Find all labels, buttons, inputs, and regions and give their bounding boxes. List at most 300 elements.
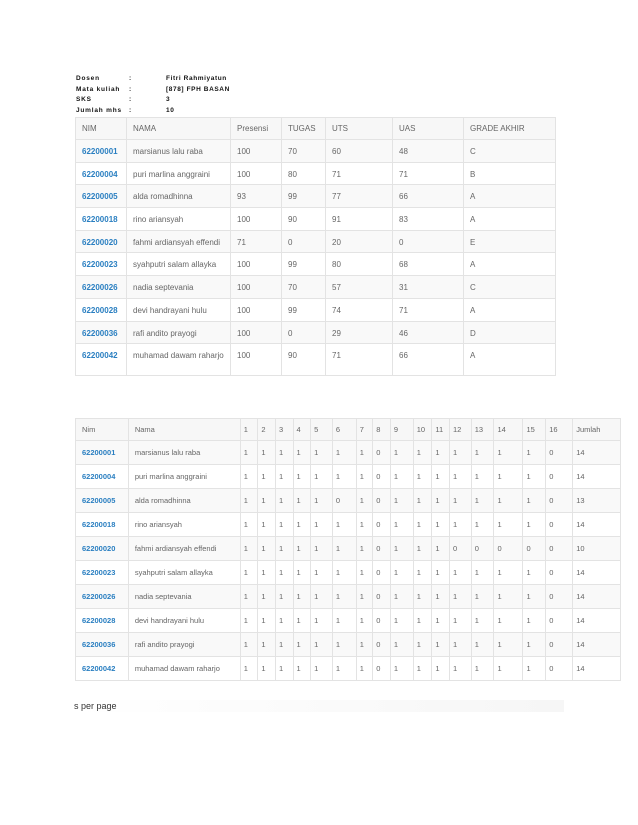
attendance-cell: 1 bbox=[413, 633, 432, 657]
attendance-cell: 1 bbox=[432, 441, 450, 465]
attendance-cell: 1 bbox=[432, 513, 450, 537]
attendance-cell: fahmi ardiansyah effendi bbox=[128, 537, 240, 561]
attendance-cell: 1 bbox=[494, 465, 523, 489]
attendance-header-cell[interactable]: 14 bbox=[494, 419, 523, 441]
attendance-header-cell[interactable]: 1 bbox=[240, 419, 258, 441]
attendance-cell: 1 bbox=[275, 585, 293, 609]
attendance-cell: 0 bbox=[546, 537, 573, 561]
attendance-cell: rino ariansyah bbox=[128, 513, 240, 537]
attendance-cell: 1 bbox=[494, 441, 523, 465]
attendance-cell: 1 bbox=[332, 465, 356, 489]
nim-link[interactable]: 62200042 bbox=[76, 657, 129, 681]
attendance-cell: 0 bbox=[546, 489, 573, 513]
attendance-cell: 0 bbox=[373, 633, 391, 657]
attendance-cell: syahputri salam allayka bbox=[128, 561, 240, 585]
attendance-cell: 1 bbox=[523, 609, 546, 633]
attendance-cell: 14 bbox=[573, 465, 621, 489]
attendance-cell: 1 bbox=[390, 585, 413, 609]
attendance-row bbox=[76, 561, 621, 585]
per-page-selector[interactable] bbox=[74, 700, 564, 712]
attendance-cell: 1 bbox=[240, 441, 258, 465]
attendance-row bbox=[76, 465, 621, 489]
attendance-cell: 1 bbox=[449, 441, 471, 465]
grades-cell: 80 bbox=[282, 162, 326, 185]
nim-link[interactable]: 62200026 bbox=[76, 585, 129, 609]
attendance-cell: 1 bbox=[332, 561, 356, 585]
attendance-cell: 1 bbox=[356, 585, 373, 609]
info-label: Dosen bbox=[76, 75, 100, 82]
attendance-cell: 1 bbox=[449, 657, 471, 681]
info-separator: : bbox=[129, 85, 132, 93]
info-label: Jumlah mhs bbox=[76, 106, 122, 114]
attendance-cell: 1 bbox=[471, 657, 494, 681]
grades-cell: 60 bbox=[326, 140, 393, 163]
attendance-cell: 1 bbox=[449, 585, 471, 609]
attendance-cell: 1 bbox=[275, 633, 293, 657]
attendance-cell: 1 bbox=[523, 489, 546, 513]
attendance-cell: 1 bbox=[413, 489, 432, 513]
grades-header-cell[interactable]: TUGAS bbox=[282, 118, 326, 140]
grades-header-row bbox=[76, 118, 556, 140]
attendance-cell: 1 bbox=[432, 633, 450, 657]
attendance-header-cell[interactable]: 16 bbox=[546, 419, 573, 441]
attendance-cell: 1 bbox=[293, 585, 311, 609]
attendance-cell: devi handrayani hulu bbox=[128, 609, 240, 633]
attendance-header-cell[interactable]: 15 bbox=[523, 419, 546, 441]
nim-link[interactable]: 62200028 bbox=[76, 609, 129, 633]
attendance-cell: 0 bbox=[546, 633, 573, 657]
grades-cell: 57 bbox=[326, 276, 393, 299]
attendance-header-cell[interactable]: 9 bbox=[390, 419, 413, 441]
attendance-cell: 0 bbox=[471, 537, 494, 561]
attendance-cell: 1 bbox=[240, 657, 258, 681]
attendance-cell: 1 bbox=[356, 465, 373, 489]
nim-link[interactable]: 62200036 bbox=[76, 633, 129, 657]
attendance-cell: 1 bbox=[390, 465, 413, 489]
attendance-cell: 1 bbox=[523, 465, 546, 489]
attendance-cell: 14 bbox=[573, 513, 621, 537]
grades-cell: 77 bbox=[326, 185, 393, 208]
attendance-cell: 1 bbox=[449, 633, 471, 657]
attendance-cell: 1 bbox=[293, 561, 311, 585]
attendance-cell: rafi andito prayogi bbox=[128, 633, 240, 657]
attendance-cell: 1 bbox=[471, 513, 494, 537]
attendance-cell: 0 bbox=[546, 465, 573, 489]
attendance-cell: 1 bbox=[293, 465, 311, 489]
attendance-cell: 1 bbox=[390, 513, 413, 537]
attendance-table bbox=[75, 418, 621, 681]
attendance-cell: 1 bbox=[449, 561, 471, 585]
attendance-cell: 1 bbox=[413, 537, 432, 561]
attendance-cell: 1 bbox=[390, 633, 413, 657]
attendance-header-cell[interactable]: 12 bbox=[449, 419, 471, 441]
attendance-cell: 1 bbox=[293, 633, 311, 657]
attendance-cell: 10 bbox=[573, 537, 621, 561]
grades-row bbox=[76, 321, 556, 344]
nim-link[interactable]: 62200028 bbox=[76, 298, 127, 321]
grades-cell: 70 bbox=[282, 276, 326, 299]
nim-link[interactable]: 62200026 bbox=[76, 276, 127, 299]
nim-link[interactable]: 62200020 bbox=[76, 537, 129, 561]
attendance-cell: 1 bbox=[311, 465, 333, 489]
per-page-label: s per page bbox=[74, 701, 117, 711]
attendance-cell: 0 bbox=[373, 585, 391, 609]
attendance-cell: 1 bbox=[275, 441, 293, 465]
attendance-header-cell[interactable]: 5 bbox=[311, 419, 333, 441]
attendance-cell: 0 bbox=[494, 537, 523, 561]
grades-header-cell[interactable]: UTS bbox=[326, 118, 393, 140]
attendance-cell: 0 bbox=[546, 585, 573, 609]
attendance-cell: 1 bbox=[356, 441, 373, 465]
attendance-cell: 1 bbox=[449, 609, 471, 633]
attendance-cell: 1 bbox=[494, 657, 523, 681]
attendance-header-cell[interactable]: Nama bbox=[128, 419, 240, 441]
attendance-cell: 1 bbox=[356, 513, 373, 537]
attendance-cell: 1 bbox=[258, 537, 276, 561]
attendance-cell: 1 bbox=[413, 465, 432, 489]
attendance-cell: 0 bbox=[546, 657, 573, 681]
attendance-cell: 1 bbox=[332, 633, 356, 657]
attendance-cell: 1 bbox=[471, 489, 494, 513]
attendance-cell: 1 bbox=[293, 513, 311, 537]
attendance-cell: 14 bbox=[573, 609, 621, 633]
grades-cell: alda romadhinna bbox=[127, 185, 231, 208]
info-value: 10 bbox=[166, 106, 175, 114]
attendance-cell: 1 bbox=[356, 633, 373, 657]
grades-body bbox=[76, 140, 556, 376]
attendance-cell: 1 bbox=[471, 585, 494, 609]
attendance-row bbox=[76, 513, 621, 537]
info-label: Mata kuliah bbox=[76, 85, 121, 93]
info-value: Fitri Rahmiyatun bbox=[166, 75, 227, 82]
attendance-cell: 1 bbox=[258, 441, 276, 465]
attendance-cell: 1 bbox=[332, 657, 356, 681]
grades-cell: marsianus lalu raba bbox=[127, 140, 231, 163]
grades-cell: 93 bbox=[231, 185, 282, 208]
attendance-row bbox=[76, 537, 621, 561]
nim-link[interactable]: 62200023 bbox=[76, 253, 127, 276]
attendance-header-cell[interactable]: 4 bbox=[293, 419, 311, 441]
attendance-cell: 1 bbox=[413, 513, 432, 537]
attendance-cell: 1 bbox=[240, 513, 258, 537]
attendance-cell: 1 bbox=[413, 561, 432, 585]
grades-cell: muhamad dawam raharjo bbox=[127, 344, 231, 376]
attendance-cell: 1 bbox=[275, 489, 293, 513]
attendance-cell: 1 bbox=[275, 657, 293, 681]
attendance-cell: 1 bbox=[390, 657, 413, 681]
grades-cell: 71 bbox=[326, 344, 393, 376]
attendance-cell: 1 bbox=[356, 537, 373, 561]
attendance-cell: 1 bbox=[275, 537, 293, 561]
attendance-cell: 0 bbox=[546, 561, 573, 585]
nim-link[interactable]: 62200001 bbox=[76, 441, 129, 465]
nim-link[interactable]: 62200018 bbox=[76, 513, 129, 537]
nim-link[interactable]: 62200018 bbox=[76, 208, 127, 231]
grades-cell: C bbox=[464, 140, 556, 163]
attendance-cell: 0 bbox=[373, 513, 391, 537]
attendance-cell: 1 bbox=[311, 585, 333, 609]
attendance-cell: 0 bbox=[373, 465, 391, 489]
attendance-cell: 1 bbox=[413, 657, 432, 681]
grades-cell: 100 bbox=[231, 253, 282, 276]
attendance-cell: 1 bbox=[311, 441, 333, 465]
nim-link[interactable]: 62200005 bbox=[76, 489, 129, 513]
attendance-cell: 1 bbox=[413, 609, 432, 633]
attendance-cell: 1 bbox=[413, 585, 432, 609]
grades-cell: 66 bbox=[393, 185, 464, 208]
grades-cell: A bbox=[464, 253, 556, 276]
grades-cell: 100 bbox=[231, 162, 282, 185]
attendance-cell: 0 bbox=[546, 513, 573, 537]
info-separator: : bbox=[129, 106, 132, 114]
attendance-cell: 1 bbox=[432, 585, 450, 609]
attendance-header-cell[interactable]: Nim bbox=[76, 419, 129, 441]
attendance-header-cell[interactable]: 11 bbox=[432, 419, 450, 441]
attendance-cell: 1 bbox=[332, 513, 356, 537]
grades-cell: 100 bbox=[231, 140, 282, 163]
attendance-cell: 1 bbox=[258, 633, 276, 657]
attendance-cell: 1 bbox=[293, 657, 311, 681]
grades-cell: rino ariansyah bbox=[127, 208, 231, 231]
nim-link[interactable]: 62200020 bbox=[76, 230, 127, 253]
attendance-cell: 1 bbox=[332, 441, 356, 465]
attendance-cell: 1 bbox=[494, 489, 523, 513]
attendance-header-cell[interactable]: 3 bbox=[275, 419, 293, 441]
attendance-cell: 1 bbox=[258, 609, 276, 633]
attendance-cell: 1 bbox=[432, 465, 450, 489]
attendance-header-cell[interactable]: 13 bbox=[471, 419, 494, 441]
grades-header-cell[interactable]: NIM bbox=[76, 118, 127, 140]
nim-link[interactable]: 62200004 bbox=[76, 162, 127, 185]
info-row bbox=[76, 74, 230, 85]
attendance-cell: 1 bbox=[523, 441, 546, 465]
info-row bbox=[76, 106, 230, 117]
grades-cell: 66 bbox=[393, 344, 464, 376]
attendance-row bbox=[76, 585, 621, 609]
attendance-cell: 1 bbox=[432, 561, 450, 585]
grades-cell: C bbox=[464, 276, 556, 299]
grades-cell: syahputri salam allayka bbox=[127, 253, 231, 276]
info-separator: : bbox=[129, 75, 132, 82]
grades-row bbox=[76, 344, 556, 376]
attendance-cell: 1 bbox=[471, 465, 494, 489]
nim-link[interactable]: 62200023 bbox=[76, 561, 129, 585]
attendance-cell: 1 bbox=[523, 585, 546, 609]
attendance-cell: puri marlina anggraini bbox=[128, 465, 240, 489]
course-info bbox=[76, 74, 230, 116]
attendance-cell: 1 bbox=[449, 465, 471, 489]
nim-link[interactable]: 62200004 bbox=[76, 465, 129, 489]
attendance-header-row bbox=[76, 419, 621, 441]
attendance-cell: 1 bbox=[240, 633, 258, 657]
attendance-cell: 1 bbox=[390, 561, 413, 585]
attendance-cell: 1 bbox=[258, 657, 276, 681]
attendance-cell: 14 bbox=[573, 561, 621, 585]
attendance-cell: 1 bbox=[471, 441, 494, 465]
grades-cell: 100 bbox=[231, 276, 282, 299]
grades-header-cell[interactable]: UAS bbox=[393, 118, 464, 140]
grades-cell: 31 bbox=[393, 276, 464, 299]
attendance-cell: 1 bbox=[258, 585, 276, 609]
grades-cell: 71 bbox=[231, 230, 282, 253]
attendance-cell: 1 bbox=[293, 609, 311, 633]
attendance-cell: 1 bbox=[432, 489, 450, 513]
attendance-cell: 0 bbox=[373, 441, 391, 465]
attendance-cell: 1 bbox=[258, 489, 276, 513]
attendance-cell: 1 bbox=[449, 489, 471, 513]
attendance-cell: 0 bbox=[546, 609, 573, 633]
nim-link[interactable]: 62200005 bbox=[76, 185, 127, 208]
attendance-row bbox=[76, 609, 621, 633]
attendance-cell: 0 bbox=[449, 537, 471, 561]
attendance-cell: 1 bbox=[240, 585, 258, 609]
grades-cell: 80 bbox=[326, 253, 393, 276]
attendance-cell: 14 bbox=[573, 657, 621, 681]
attendance-cell: 0 bbox=[332, 489, 356, 513]
attendance-cell: 1 bbox=[523, 561, 546, 585]
attendance-cell: 1 bbox=[258, 465, 276, 489]
attendance-cell: 1 bbox=[523, 657, 546, 681]
nim-link[interactable]: 62200001 bbox=[76, 140, 127, 163]
attendance-cell: 1 bbox=[293, 537, 311, 561]
attendance-cell: 1 bbox=[311, 657, 333, 681]
attendance-header-cell[interactable]: 8 bbox=[373, 419, 391, 441]
grades-row bbox=[76, 230, 556, 253]
attendance-header-cell[interactable]: 6 bbox=[332, 419, 356, 441]
attendance-cell: 1 bbox=[523, 513, 546, 537]
attendance-header-cell[interactable]: 10 bbox=[413, 419, 432, 441]
grades-row bbox=[76, 298, 556, 321]
attendance-cell: muhamad dawam raharjo bbox=[128, 657, 240, 681]
attendance-cell: 1 bbox=[390, 489, 413, 513]
grades-row bbox=[76, 253, 556, 276]
grades-cell: 99 bbox=[282, 185, 326, 208]
attendance-cell: 1 bbox=[311, 513, 333, 537]
attendance-row bbox=[76, 657, 621, 681]
grades-cell: A bbox=[464, 185, 556, 208]
grades-cell: 91 bbox=[326, 208, 393, 231]
attendance-cell: 1 bbox=[432, 657, 450, 681]
grades-cell: E bbox=[464, 230, 556, 253]
grades-cell: 29 bbox=[326, 321, 393, 344]
attendance-cell: 1 bbox=[258, 513, 276, 537]
info-row bbox=[76, 95, 230, 106]
info-label: SKS bbox=[76, 96, 92, 104]
grades-cell: A bbox=[464, 208, 556, 231]
grades-cell: 70 bbox=[282, 140, 326, 163]
grades-cell: A bbox=[464, 344, 556, 376]
attendance-header-cell[interactable]: 2 bbox=[258, 419, 276, 441]
grades-cell: 71 bbox=[326, 162, 393, 185]
grades-header-cell[interactable]: NAMA bbox=[127, 118, 231, 140]
grades-cell: 0 bbox=[393, 230, 464, 253]
attendance-cell: 1 bbox=[432, 537, 450, 561]
attendance-cell: alda romadhinna bbox=[128, 489, 240, 513]
info-value: 3 bbox=[166, 96, 171, 104]
attendance-body bbox=[76, 441, 621, 681]
grades-table bbox=[75, 117, 556, 376]
grades-cell: A bbox=[464, 298, 556, 321]
attendance-cell: 1 bbox=[311, 633, 333, 657]
attendance-cell: 1 bbox=[332, 609, 356, 633]
attendance-cell: 1 bbox=[413, 441, 432, 465]
attendance-cell: 1 bbox=[494, 609, 523, 633]
attendance-cell: 1 bbox=[356, 657, 373, 681]
attendance-row bbox=[76, 633, 621, 657]
attendance-cell: 1 bbox=[275, 465, 293, 489]
info-separator: : bbox=[129, 96, 132, 104]
attendance-cell: 1 bbox=[471, 561, 494, 585]
attendance-cell: 1 bbox=[240, 489, 258, 513]
attendance-cell: 1 bbox=[240, 465, 258, 489]
attendance-cell: 1 bbox=[523, 633, 546, 657]
grades-header-cell[interactable]: Presensi bbox=[231, 118, 282, 140]
attendance-cell: 13 bbox=[573, 489, 621, 513]
attendance-cell: 1 bbox=[332, 537, 356, 561]
attendance-cell: 0 bbox=[373, 609, 391, 633]
attendance-cell: 1 bbox=[494, 633, 523, 657]
attendance-cell: 1 bbox=[494, 513, 523, 537]
attendance-cell: 1 bbox=[275, 609, 293, 633]
attendance-cell: 14 bbox=[573, 633, 621, 657]
nim-link[interactable]: 62200042 bbox=[76, 344, 127, 376]
grades-header-cell[interactable]: GRADE AKHIR bbox=[464, 118, 556, 140]
attendance-cell: 0 bbox=[373, 561, 391, 585]
attendance-cell: 1 bbox=[471, 609, 494, 633]
grades-cell: 46 bbox=[393, 321, 464, 344]
attendance-cell: 0 bbox=[373, 537, 391, 561]
attendance-cell: 1 bbox=[240, 609, 258, 633]
attendance-cell: 1 bbox=[311, 561, 333, 585]
attendance-cell: 0 bbox=[523, 537, 546, 561]
attendance-cell: 1 bbox=[311, 537, 333, 561]
grades-cell: 99 bbox=[282, 253, 326, 276]
attendance-cell: 1 bbox=[240, 561, 258, 585]
attendance-cell: 1 bbox=[356, 489, 373, 513]
attendance-cell: 1 bbox=[293, 489, 311, 513]
grades-row bbox=[76, 185, 556, 208]
grades-row bbox=[76, 140, 556, 163]
attendance-cell: 1 bbox=[311, 489, 333, 513]
attendance-cell: 1 bbox=[293, 441, 311, 465]
grades-row bbox=[76, 162, 556, 185]
grades-cell: 100 bbox=[231, 321, 282, 344]
grades-cell: 90 bbox=[282, 344, 326, 376]
grades-cell: D bbox=[464, 321, 556, 344]
grades-cell: 100 bbox=[231, 208, 282, 231]
grades-cell: 71 bbox=[393, 162, 464, 185]
info-value: [878] FPH BASAN bbox=[166, 85, 230, 93]
attendance-cell: 14 bbox=[573, 585, 621, 609]
grades-cell: 90 bbox=[282, 208, 326, 231]
nim-link[interactable]: 62200036 bbox=[76, 321, 127, 344]
attendance-cell: 1 bbox=[449, 513, 471, 537]
attendance-cell: 1 bbox=[356, 561, 373, 585]
attendance-cell: 1 bbox=[311, 609, 333, 633]
attendance-cell: 1 bbox=[494, 585, 523, 609]
grades-cell: 100 bbox=[231, 344, 282, 376]
grades-cell: 0 bbox=[282, 321, 326, 344]
grades-cell: 48 bbox=[393, 140, 464, 163]
attendance-header-cell[interactable]: Jumlah bbox=[573, 419, 621, 441]
grades-cell: devi handrayani hulu bbox=[127, 298, 231, 321]
attendance-cell: 1 bbox=[258, 561, 276, 585]
attendance-header-cell[interactable]: 7 bbox=[356, 419, 373, 441]
attendance-cell: 1 bbox=[356, 609, 373, 633]
grades-cell: B bbox=[464, 162, 556, 185]
grades-cell: 71 bbox=[393, 298, 464, 321]
attendance-cell: 1 bbox=[390, 537, 413, 561]
